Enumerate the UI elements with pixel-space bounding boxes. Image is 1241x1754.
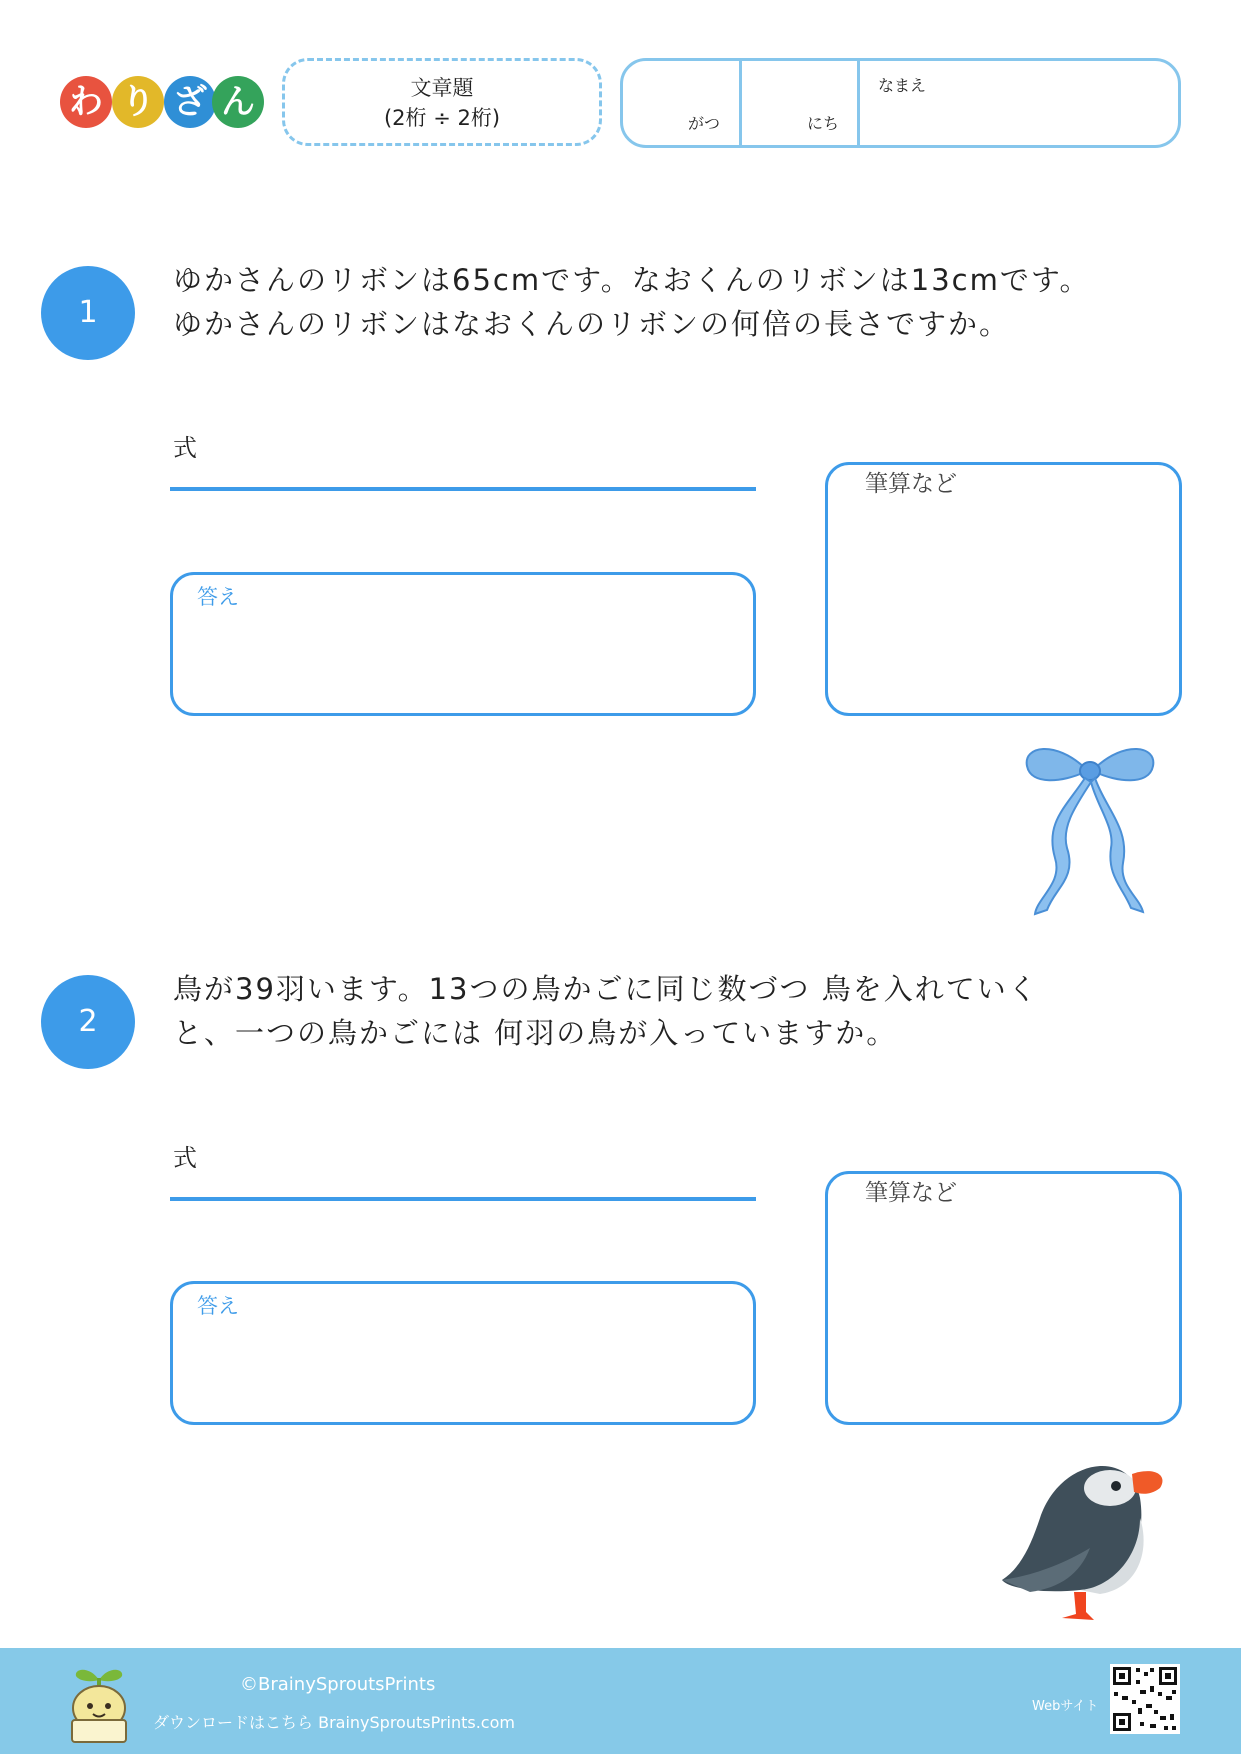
name-label: なまえ	[878, 76, 927, 95]
date-name-box	[620, 58, 1181, 148]
problem-1-formula-label: 式	[173, 434, 197, 462]
date-divider	[857, 61, 860, 145]
logo-char-za: ざ	[164, 76, 216, 128]
logo-char-n: ん	[212, 76, 264, 128]
problem-2-answer-label: 答え	[197, 1294, 239, 1318]
puffin-illustration	[1000, 1448, 1170, 1624]
problem-number-1: 1	[41, 266, 135, 360]
sprout-mascot-icon	[66, 1662, 132, 1744]
worksheet-title: 文章題	[410, 76, 474, 100]
logo-char-wa: わ	[60, 76, 112, 128]
footer-website-label: Webサイト	[1032, 1699, 1099, 1714]
ribbon-illustration	[1015, 738, 1165, 916]
problem-2-question: 鳥が39羽います。13つの鳥かごに同じ数づつ 鳥を入れていく と、一つの鳥かごには 何羽の鳥が入っていますか。	[173, 972, 1039, 1050]
logo-char-ri: り	[112, 76, 164, 128]
problem-2-work-label: 筆算など	[865, 1180, 957, 1206]
footer-copyright: ©BrainySproutsPrints	[240, 1674, 436, 1695]
problem-1-formula-line[interactable]	[170, 487, 756, 491]
footer	[0, 1648, 1241, 1754]
problem-2-answer-box[interactable]	[170, 1281, 756, 1425]
problem-2-formula-label: 式	[173, 1144, 197, 1172]
date-divider	[739, 61, 742, 145]
problem-number-2: 2	[41, 975, 135, 1069]
problem-2-work-box[interactable]	[825, 1171, 1182, 1425]
worksheet-title-box	[282, 58, 602, 146]
problem-1-question: ゆかさんのリボンは65cmです。なおくんのリボンは13cmです。 ゆかさんのリボンはなおくんのリボンの何倍の長さですか。	[173, 263, 1091, 341]
footer-download-link[interactable]: ダウンロードはこちら BrainySproutsPrints.com	[153, 1713, 515, 1732]
month-label: がつ	[688, 114, 721, 133]
problem-1-work-label: 筆算など	[865, 471, 957, 497]
qr-code-icon[interactable]	[1110, 1664, 1180, 1734]
problem-1-work-box[interactable]	[825, 462, 1182, 716]
worksheet-subtitle: (2桁 ÷ 2桁)	[383, 106, 501, 130]
day-label: にち	[807, 114, 840, 133]
problem-1-answer-label: 答え	[197, 585, 239, 609]
problem-1-answer-box[interactable]	[170, 572, 756, 716]
problem-2-formula-line[interactable]	[170, 1197, 756, 1201]
